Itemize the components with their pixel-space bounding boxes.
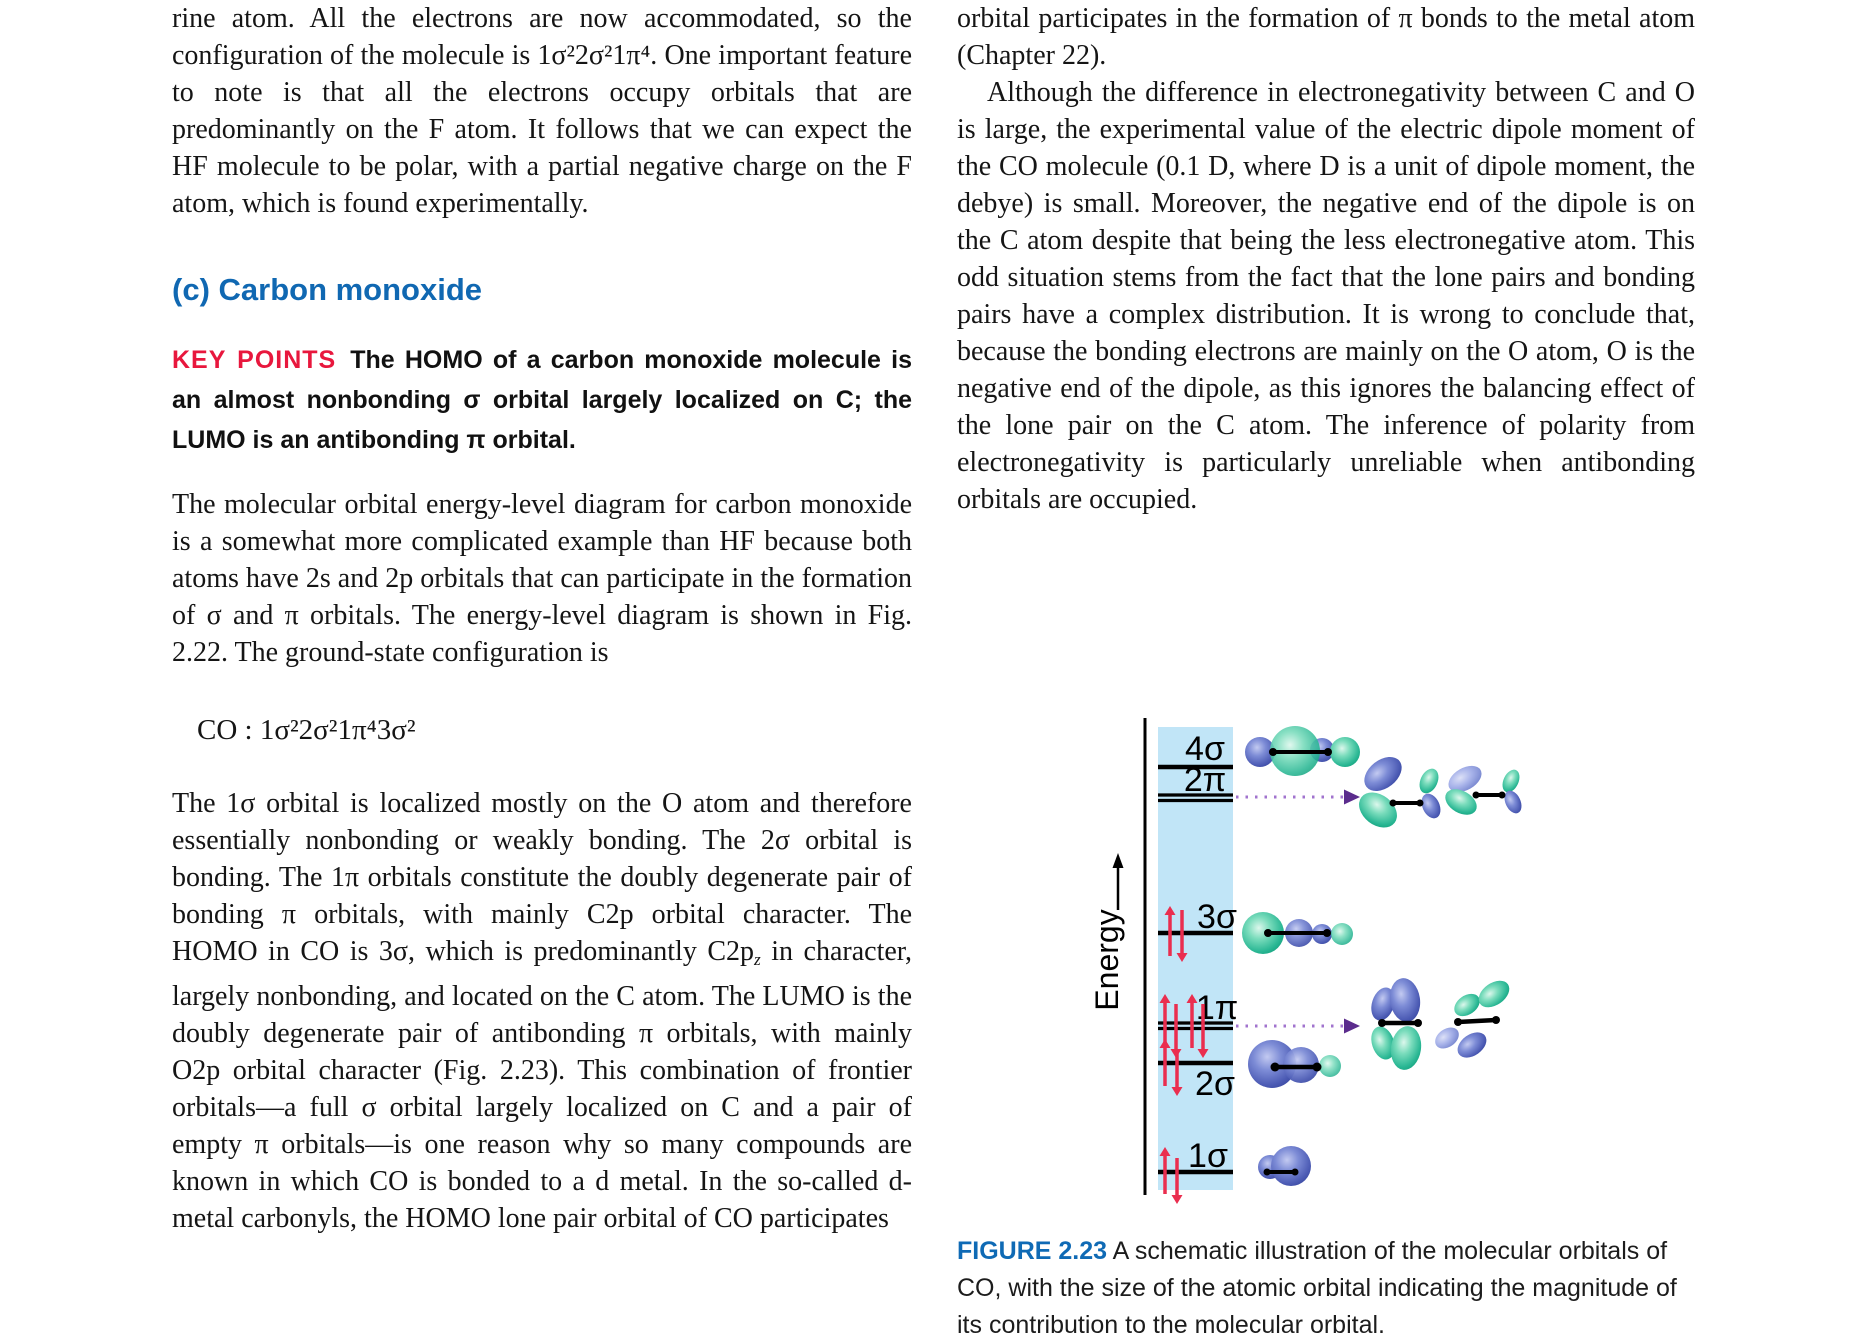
paragraph-hf-continued: rine atom. All the electrons are now accommodated, so the configuration of the molecule is 1σ²2σ²1π⁴. One important feature to note is that all the electrons occupy orbitals that are predominantly on the F atom. It follows that we can expect the HF molecule to be polar, with a partial negative charge on the F atom, which is found experimentally. xyxy=(172,3,912,219)
left-column xyxy=(172,0,912,1237)
paragraph-orbital-description: The 1σ orbital is localized mostly on the O atom and therefore essentially nonbonding or weakly bonding. The 2σ orbital is bonding. The 1π orbitals constitute the doubly degenerate pair of bonding π orbitals, with mainly C2p orbital character. The HOMO in CO is 3σ, which is predominantly $C2p_z$ in character, largely nonbonding, and located on the C atom. The LUMO is the doubly degenerate pair of antibonding π orbitals, with mainly O2p orbital character (Fig. 2.23). This combination of frontier orbitals—a full σ orbital largely localized on C and a pair of empty π orbitals—is one reason why so many compounds are known in which CO is bonded to a d metal. In the so-called d-metal carbonyls, the HOMO lone pair orbital of CO participates xyxy=(172,788,912,1235)
subscript-z: z xyxy=(754,950,761,970)
svg-text:Energy: Energy xyxy=(1089,909,1125,1011)
mo-energy-diagram xyxy=(1088,698,1708,1233)
svg-text:2σ: 2σ xyxy=(1195,1065,1235,1103)
orbital-2pi-picture-1 xyxy=(1352,750,1444,835)
orbital-1pi-picture-1 xyxy=(1367,976,1424,1072)
orbital-2pi-picture-2 xyxy=(1441,760,1525,820)
paragraph-dipole: Although the difference in electronegativity between C and O is large, the experimental value of the electric dipole moment of the CO molecule (0.1 D, where D is a unit of dipole moment, the debye) is small. Moreover, the negative end of the dipole is on the C atom despite that being the less electronegative atom. This odd situation stems from the fact that the lone pairs and bonding pairs have a complex distribution. It is wrong to conclude that, because the bonding electrons are mainly on the O atom, O is the negative end of the dipole, as this ignores the balancing effect of the lone pair on the C atom. The inference of polarity from electronegativity is particularly unreliable when antibonding orbitals are occupied. xyxy=(957,77,1695,515)
dotted-arrowhead xyxy=(1344,790,1360,805)
figure-caption-text: A schematic illustration of the molecular orbitals of CO, with the size of the atomic orbital indicating the magnitude of its contribution to the molecular orbital. xyxy=(957,1237,1677,1339)
key-points-text: The HOMO of a carbon monoxide molecule is an almost nonbonding σ orbital largely localized on C; the LUMO is an antibonding π orbital. xyxy=(172,346,913,454)
paragraph-pi-bonds: orbital participates in the formation of π bonds to the metal atom (Chapter 22). xyxy=(957,3,1695,71)
energy-arrowhead xyxy=(1113,853,1124,868)
orbital-1pi-picture-2 xyxy=(1431,975,1514,1063)
figure-caption xyxy=(957,1233,1699,1340)
svg-text:1π: 1π xyxy=(1195,989,1239,1027)
figure-2-23 xyxy=(1088,698,1708,1233)
svg-text:3σ: 3σ xyxy=(1197,898,1237,936)
figure-caption-label: FIGURE 2.23 xyxy=(957,1237,1108,1265)
orbital-4sigma-picture xyxy=(1245,726,1360,776)
svg-text:2π: 2π xyxy=(1183,761,1227,799)
lumo-dotted-arrow xyxy=(1236,790,1360,805)
right-column xyxy=(957,0,1695,518)
key-points-block xyxy=(172,340,912,460)
key-points-label: KEY POINTS xyxy=(172,346,337,374)
energy-axis-label xyxy=(1089,853,1125,1011)
co-configuration-equation: CO : 1σ²2σ²1π⁴3σ² xyxy=(197,714,416,746)
section-heading: (c) Carbon monoxide xyxy=(172,272,483,307)
svg-text:1σ: 1σ xyxy=(1188,1137,1228,1175)
dotted-arrowhead xyxy=(1344,1019,1360,1034)
orbital-2sigma-picture xyxy=(1248,1040,1341,1088)
paragraph-mo-diagram: The molecular orbital energy-level diagram for carbon monoxide is a somewhat more complicated example than HF because both atoms have 2s and 2p orbitals that can participate in the formation of σ and π orbitals. The energy-level diagram is shown in Fig. 2.22. The ground-state configuration is xyxy=(172,489,912,668)
orbital-1sigma-picture xyxy=(1258,1146,1311,1186)
orbital-3sigma-picture xyxy=(1242,912,1353,954)
homo-pi-dotted-arrow xyxy=(1236,1019,1360,1034)
svg-text:4σ: 4σ xyxy=(1185,730,1225,768)
